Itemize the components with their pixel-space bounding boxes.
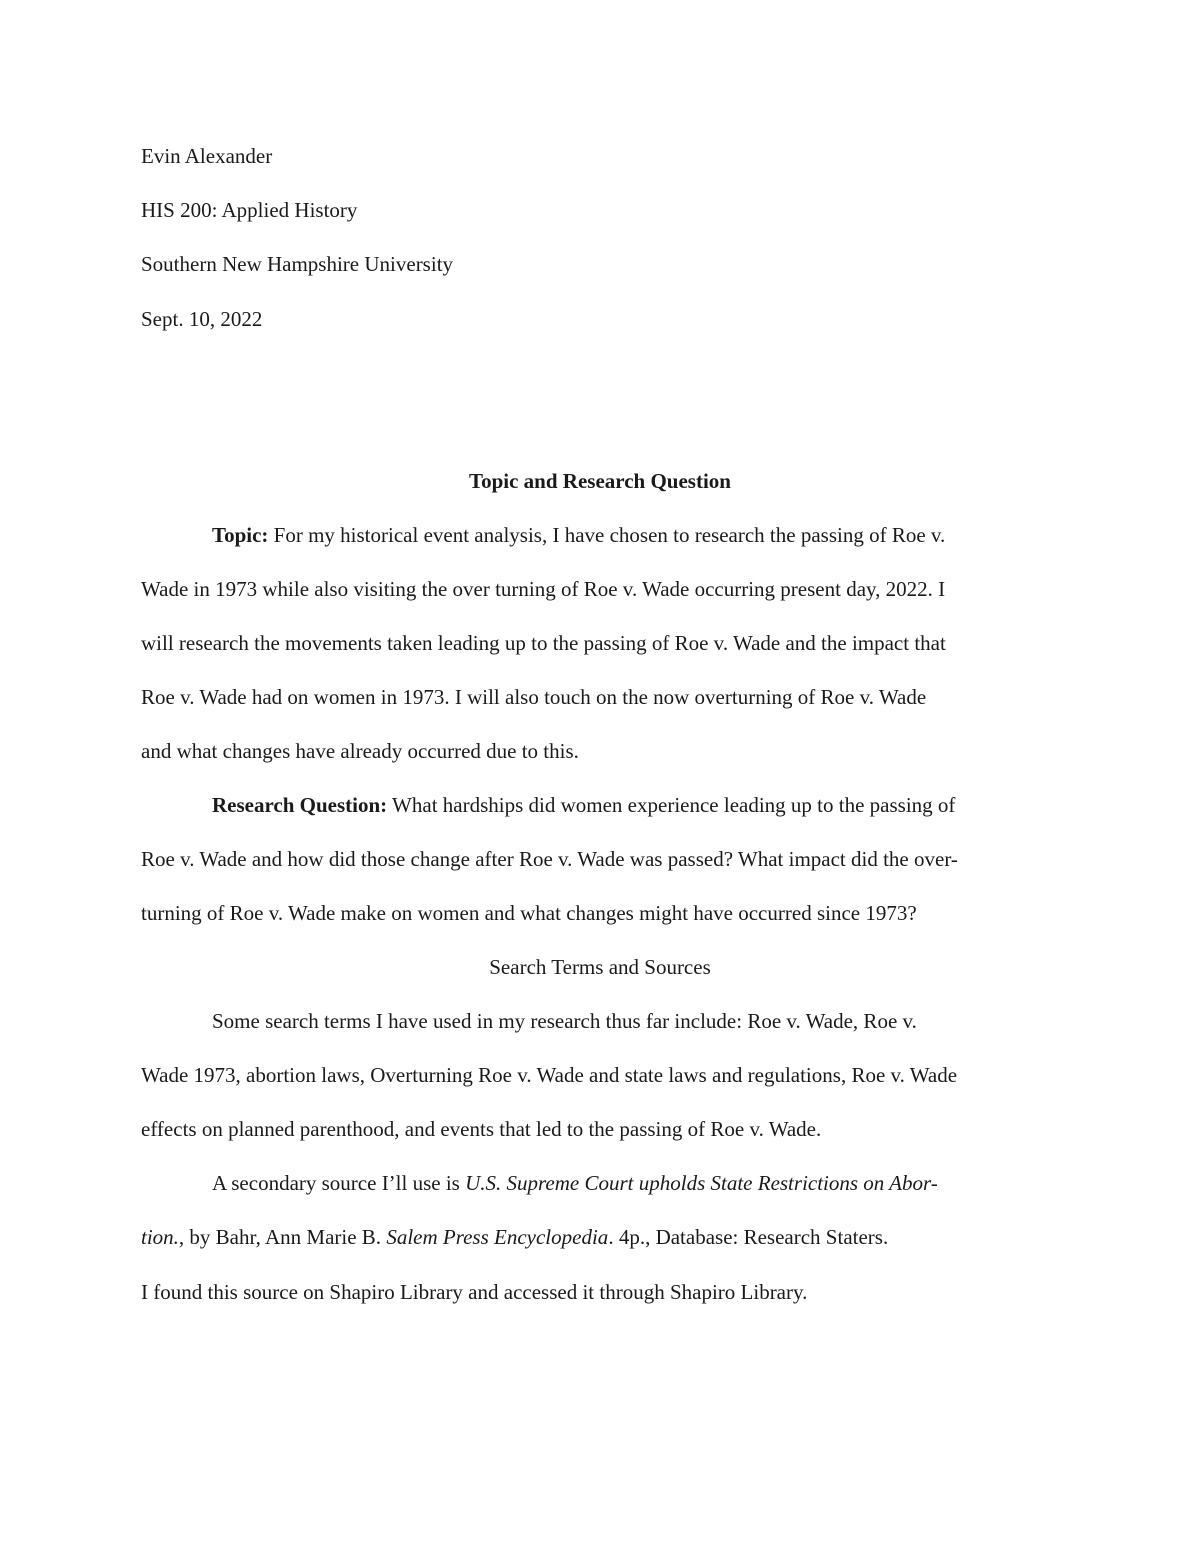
topic-label: Topic: [212,523,269,547]
author-name: Evin Alexander [141,144,273,168]
source-author: by Bahr, Ann Marie B. [184,1225,387,1249]
research-question-line [212,793,955,817]
source-intro: A secondary source I’ll use is [212,1171,466,1195]
source-found-line: I found this source on Shapiro Library and accessed it through Shapiro Library. [141,1280,808,1304]
topic-text: For my historical event analysis, I have chosen to research the passing of Roe v. [268,523,946,547]
document-date: Sept. 10, 2022 [141,307,263,331]
search-terms-line: Some search terms I have used in my research thus far include: Roe v. Wade, Roe v. [212,1009,917,1033]
source-title: U.S. Supreme Court upholds State Restrictions on Abor- [465,1171,938,1195]
section-heading-sources: Search Terms and Sources [489,955,711,979]
topic-paragraph-line: Wade in 1973 while also visiting the over turning of Roe v. Wade occurring present day, 2022. I [141,577,946,601]
topic-paragraph-line: and what changes have already occurred due to this. [141,739,579,763]
research-question-line: turning of Roe v. Wade make on women and what changes might have occurred since 1973? [141,901,917,925]
course-name: HIS 200: Applied History [141,198,358,222]
research-question-text: What hardships did women experience leading up to the passing of [387,793,956,817]
section-heading-topic: Topic and Research Question [469,469,731,493]
research-question-line: Roe v. Wade and how did those change after Roe v. Wade was passed? What impact did the over- [141,847,958,871]
source-citation-line [212,1171,938,1195]
research-question-label: Research Question: [212,793,388,817]
search-terms-line: effects on planned parenthood, and events that led to the passing of Roe v. Wade. [141,1117,822,1141]
source-title-continued: tion., [141,1225,185,1249]
source-encyclopedia: Salem Press Encyclopedia [386,1225,609,1249]
topic-paragraph-line [212,523,945,547]
university-name: Southern New Hampshire University [141,252,454,276]
search-terms-line: Wade 1973, abortion laws, Overturning Roe v. Wade and state laws and regulations, Roe v. Wade [141,1063,958,1087]
topic-paragraph-line: Roe v. Wade had on women in 1973. I will also touch on the now overturning of Roe v. Wade [141,685,927,709]
source-details: . 4p., Database: Research Staters. [608,1225,889,1249]
source-citation-line [141,1225,888,1249]
topic-paragraph-line: will research the movements taken leading up to the passing of Roe v. Wade and the impact that [141,631,946,655]
